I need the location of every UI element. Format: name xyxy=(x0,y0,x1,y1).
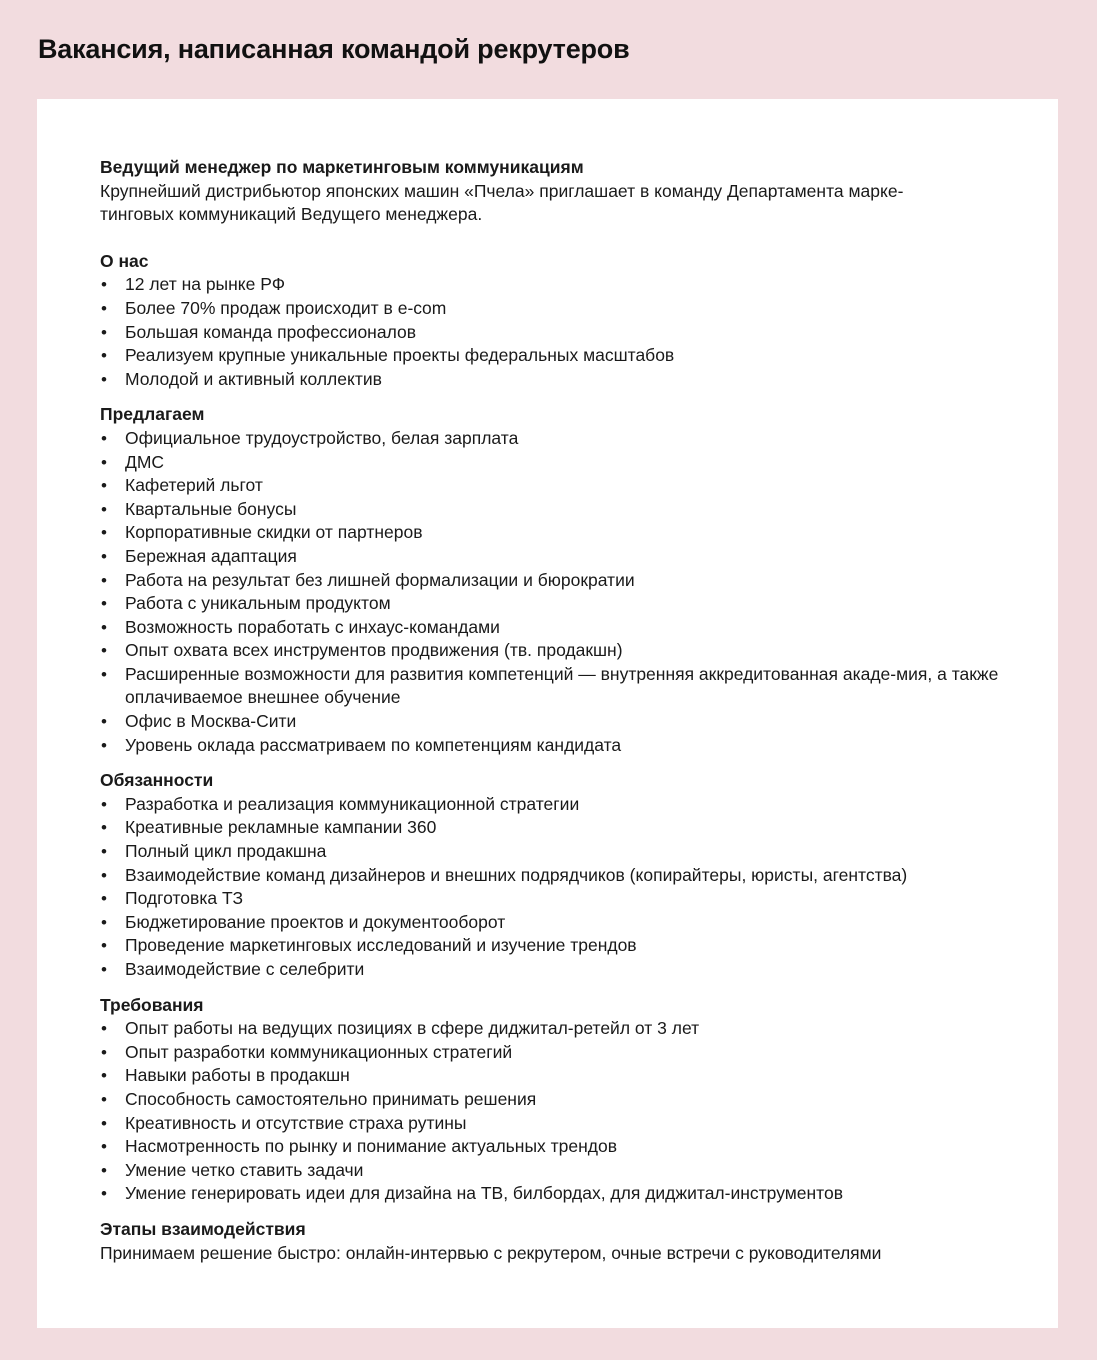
intro-line: Крупнейший дистрибьютор японских машин «Пчела» приглашает в команду Департамента марке- xyxy=(100,180,904,201)
list-item: • Квартальные бонусы xyxy=(100,498,1000,522)
list-item: • Кафетерий льгот xyxy=(100,474,1000,498)
list-item: • Разработка и реализация коммуникационной стратегии xyxy=(100,793,1000,817)
section-heading: Обязанности xyxy=(100,770,214,791)
list-item: • Большая команда профессионалов xyxy=(100,321,1000,345)
bullet-list xyxy=(100,793,1000,982)
list-item: • Проведение маркетинговых исследований и изучение трендов xyxy=(100,934,1000,958)
list-item: • Расширенные возможности для развития компетенций — внутренняя аккредитованная акаде-мия, а также оплачиваемое внешнее обучение xyxy=(100,663,1000,710)
intro-text xyxy=(100,180,1000,227)
section-duties xyxy=(100,769,1000,981)
list-item: • Опыт работы на ведущих позициях в сфере диджитал-ретейл от 3 лет xyxy=(100,1017,1000,1041)
section-heading: Требования xyxy=(100,994,204,1015)
stages-text: Принимаем решение быстро: онлайн-интервью с рекрутером, очные встречи с руководителями xyxy=(100,1242,882,1263)
list-item: • Молодой и активный коллектив xyxy=(100,368,1000,392)
list-item: • Возможность поработать с инхаус-командами xyxy=(100,616,1000,640)
section-about xyxy=(100,250,1000,392)
list-item: • Более 70% продаж происходит в e-com xyxy=(100,297,1000,321)
list-item: • Креативность и отсутствие страха рутины xyxy=(100,1112,1000,1136)
list-item: • Работа с уникальным продуктом xyxy=(100,592,1000,616)
list-item: • Реализуем крупные уникальные проекты федеральных масштабов xyxy=(100,344,1000,368)
list-item: • Опыт разработки коммуникационных стратегий xyxy=(100,1041,1000,1065)
list-item: • 12 лет на рынке РФ xyxy=(100,273,1000,297)
section-heading: Предлагаем xyxy=(100,404,205,425)
list-item: • Креативные рекламные кампании 360 xyxy=(100,816,1000,840)
list-item: • Умение генерировать идеи для дизайна на ТВ, билбордах, для диджитал-инструментов xyxy=(100,1182,1000,1206)
list-item: • Офис в Москва-Сити xyxy=(100,710,1000,734)
bullet-list xyxy=(100,273,1000,391)
list-item: • Полный цикл продакшна xyxy=(100,840,1000,864)
list-item: • Способность самостоятельно принимать решения xyxy=(100,1088,1000,1112)
list-item: • Умение четко ставить задачи xyxy=(100,1159,1000,1183)
list-item: • Навыки работы в продакшн xyxy=(100,1064,1000,1088)
list-item: • Уровень оклада рассматриваем по компетенциям кандидата xyxy=(100,734,1000,758)
vacancy-card xyxy=(37,99,1058,1328)
section-stages xyxy=(100,1218,1000,1265)
bullet-list xyxy=(100,1017,1000,1206)
list-item: • Работа на результат без лишней формализации и бюрократии xyxy=(100,569,1000,593)
page-title: Вакансия, написанная командой рекрутеров xyxy=(38,34,630,64)
list-item: • Подготовка ТЗ xyxy=(100,887,1000,911)
list-item: • Бережная адаптация xyxy=(100,545,1000,569)
bullet-list xyxy=(100,427,1000,757)
list-item: • Взаимодействие с селебрити xyxy=(100,958,1000,982)
vacancy-content xyxy=(100,156,1000,1265)
list-item: • Насмотренность по рынку и понимание актуальных трендов xyxy=(100,1135,1000,1159)
list-item: • Опыт охвата всех инструментов продвижения (тв. продакшн) xyxy=(100,639,1000,663)
section-heading: Этапы взаимодействия xyxy=(100,1218,306,1239)
section-requirements xyxy=(100,994,1000,1206)
list-item: • Корпоративные скидки от партнеров xyxy=(100,521,1000,545)
section-heading: О нас xyxy=(100,250,149,271)
intro-line: тинговых коммуникаций Ведущего менеджера. xyxy=(100,204,483,225)
list-item: • ДМС xyxy=(100,451,1000,475)
list-item: • Взаимодействие команд дизайнеров и внешних подрядчиков (копирайтеры, юристы, агентства) xyxy=(100,864,1000,888)
list-item: • Бюджетирование проектов и документооборот xyxy=(100,911,1000,935)
section-offer xyxy=(100,403,1000,757)
list-item: • Официальное трудоустройство, белая зарплата xyxy=(100,427,1000,451)
job-title: Ведущий менеджер по маркетинговым коммуникациям xyxy=(100,157,584,177)
